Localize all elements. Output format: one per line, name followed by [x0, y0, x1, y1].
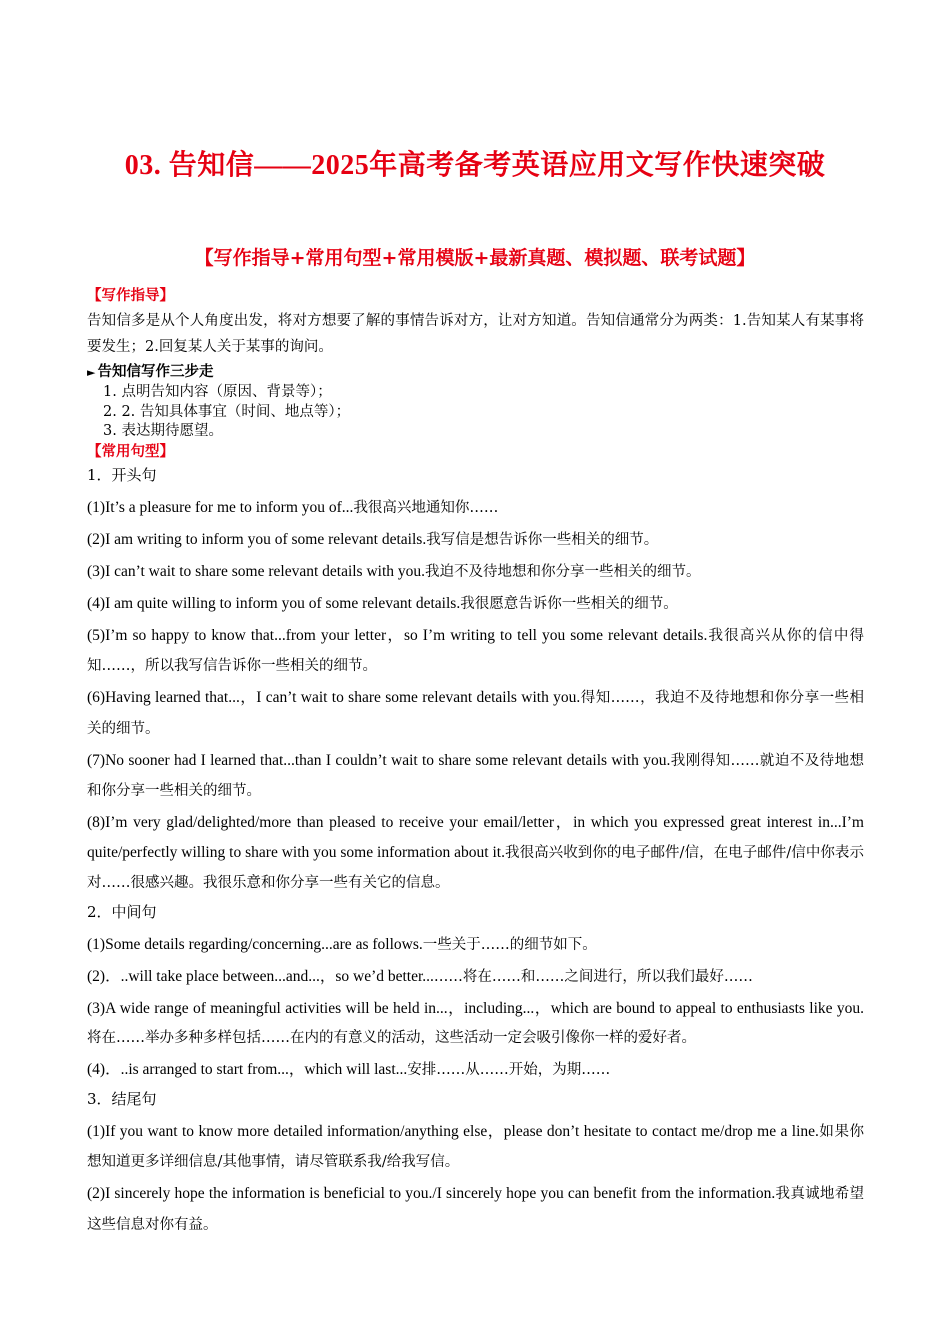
- sentence-item: (3)I can’t wait to share some relevant details with you.我迫不及待地想和你分享一些相关的细节。: [87, 562, 701, 580]
- step-item-1: 1. 点明告知内容（原因、背景等）；: [103, 384, 332, 400]
- sentence-item: (5)I’m so happy to know that...from your letter，so I’m writing to tell you some relevant details.我很高兴从你的信中得知……，所以我写信告诉你一些相关的细节。: [87, 626, 865, 674]
- sentence-item: (4)I am quite willing to inform you of some relevant details.我很愿意告诉你一些相关的细节。: [87, 594, 678, 612]
- step-item-2: 2. 2. 告知具体事宜（时间、地点等）；: [103, 403, 351, 420]
- group-label-closing: 3．结尾句: [87, 1089, 157, 1108]
- group-label-middle: 2．中间句: [87, 902, 157, 921]
- page-subtitle: 【写作指导+常用句型+常用模版+最新真题、模拟题、联考试题】: [194, 247, 756, 269]
- sentence-item: (2)．..will take place between...and...，so we’d better...……将在……和……之间进行，所以我们最好……: [87, 967, 753, 985]
- steps-title: 告知信写作三步走: [97, 364, 214, 380]
- steps-title-row: [87, 362, 864, 383]
- sentence-item: (1)It’s a pleasure for me to inform you of...我很高兴地通知你……: [87, 498, 499, 516]
- sentence-item: (1)If you want to know more detailed information/anything else，please don’t hesitate to contact me/drop me a line.如果你想知道更多详细信息/其他事情，请尽管联系我/给我写信。: [87, 1122, 864, 1170]
- group-label-opening: 1．开头句: [87, 465, 157, 484]
- step-item-3: 3. 表达期待愿望。: [103, 423, 223, 439]
- writing-guide-text: 告知信多是从个人角度出发，将对方想要了解的事情告诉对方，让对方知道。告知信通常分为两类：1.告知某人有某事将要发生；2.回复某人关于某事的询问。: [87, 313, 864, 355]
- sentence-item: (2)I am writing to inform you of some relevant details.我写信是想告诉你一些相关的细节。: [87, 530, 659, 548]
- patterns-heading: 【常用句型】: [87, 443, 174, 460]
- sentence-item: (4)．..is arranged to start from...，which will last...安排……从……开始，为期……: [87, 1061, 611, 1078]
- document-body: [87, 286, 864, 1242]
- writing-guide-heading: 【写作指导】: [87, 288, 174, 304]
- sentence-item: (8)I’m very glad/delighted/more than pleased to receive your email/letter，in which you expressed great interest in...I’m quite/perfectly willing to share with you some information about it.我很高兴收到你的电子邮件/信，在电子邮件/信中你表示对……很感兴趣。我很乐意和你分享一些有关它的信息。: [87, 814, 864, 891]
- page-title: 03. 告知信——2025年高考备考英语应用文写作快速突破: [124, 150, 826, 181]
- sentence-item: (2)I sincerely hope the information is beneficial to you./I sincerely hope you can benefit from the information.我真诚地希望这些信息对你有益。: [87, 1185, 865, 1233]
- sentence-item: (1)Some details regarding/concerning...are as follows.一些关于……的细节如下。: [87, 935, 597, 953]
- sentence-item: (3)A wide range of meaningful activities will be held in...，including...，which are bound to appeal to enthusiasts like you.将在……举办多种多样包括……在内的有意义的活动，这些活动一定会吸引像你一样的爱好者。: [87, 999, 864, 1046]
- triangle-bullet-icon: ►: [87, 366, 96, 379]
- sentence-item: (6)Having learned that...，I can’t wait to share some relevant details with you.得知……，我迫不及待地想和你分享一些相关的细节。: [87, 689, 864, 737]
- sentence-item: (7)No sooner had I learned that...than I couldn’t wait to share some relevant details with you.我刚得知……就迫不及待地想和你分享一些相关的细节。: [87, 751, 865, 799]
